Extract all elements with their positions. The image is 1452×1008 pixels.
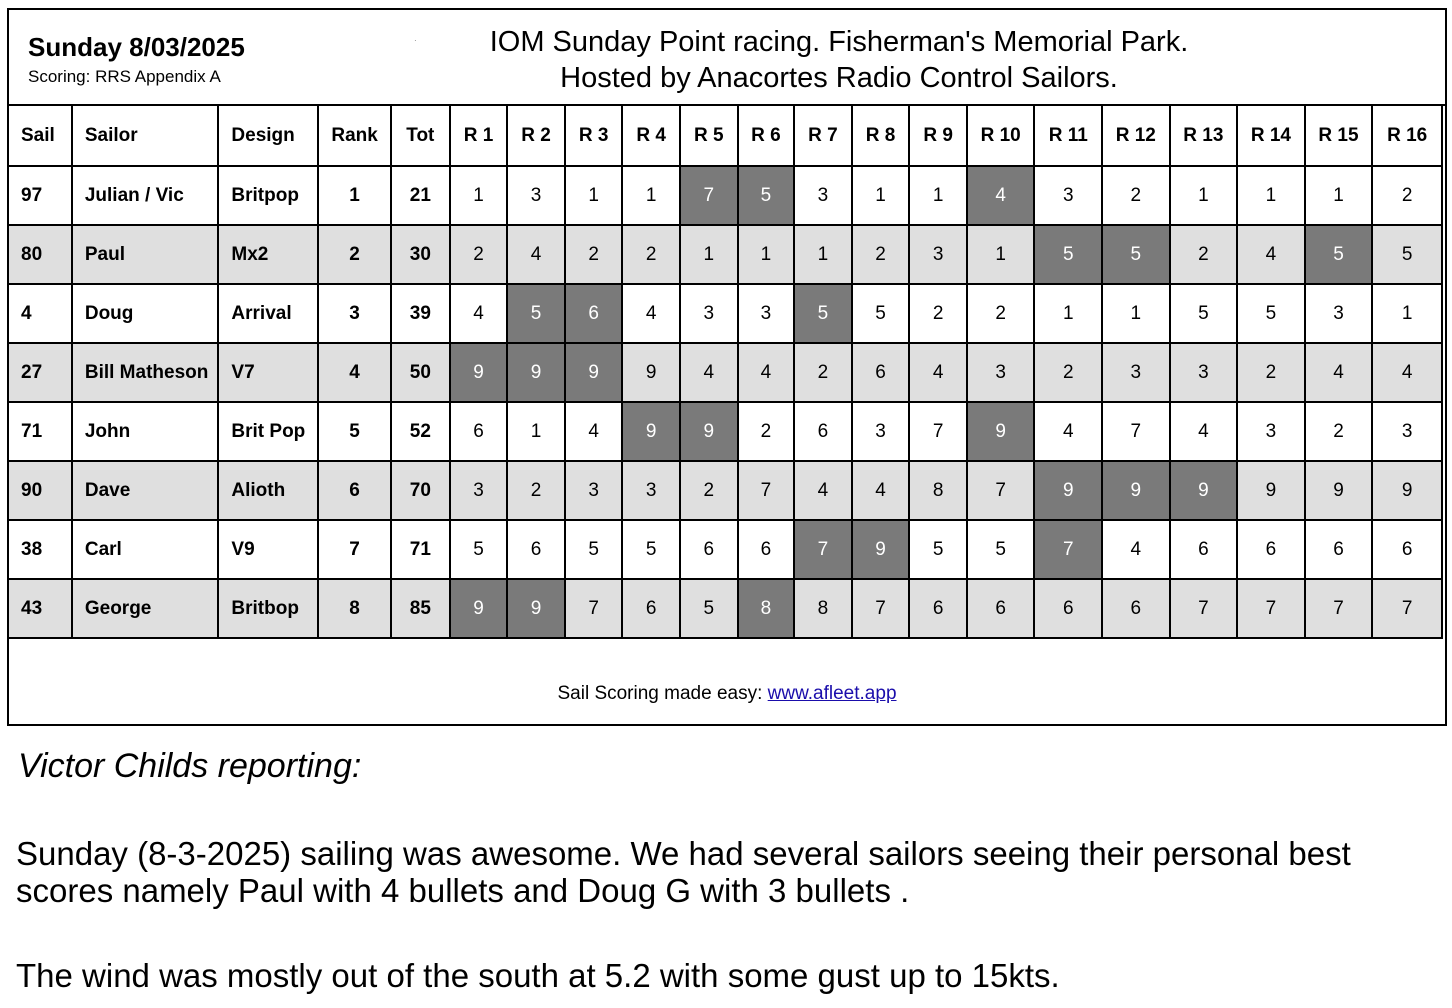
- race-score-cell: 4: [450, 284, 508, 343]
- race-score-cell: 6: [967, 579, 1035, 638]
- race-score-cell: 3: [1170, 343, 1238, 402]
- sailor-cell: Dave: [72, 461, 219, 520]
- race-score-cell: 6: [738, 520, 795, 579]
- race-score-cell: 5: [565, 520, 623, 579]
- race-score-dropped-cell: 9: [1102, 461, 1170, 520]
- race-score-cell: 2: [738, 402, 795, 461]
- footer-text: Sail Scoring made easy:: [557, 683, 768, 704]
- afleet-link[interactable]: www.afleet.app: [767, 683, 897, 704]
- race-score-cell: 1: [738, 225, 795, 284]
- column-header: Design: [218, 105, 318, 166]
- race-score-cell: 3: [450, 461, 508, 520]
- race-score-cell: 4: [1237, 225, 1305, 284]
- column-header: R 1: [450, 105, 508, 166]
- race-score-cell: 5: [450, 520, 508, 579]
- sailor-cell: Bill Matheson: [72, 343, 219, 402]
- total-cell: 21: [391, 166, 450, 225]
- rank-cell: 1: [318, 166, 391, 225]
- race-score-dropped-cell: 8: [738, 579, 795, 638]
- race-score-cell: 5: [909, 520, 967, 579]
- total-cell: 71: [391, 520, 450, 579]
- race-score-cell: 3: [1102, 343, 1170, 402]
- event-title-line1: IOM Sunday Point racing. Fisherman's Memorial Park.: [489, 26, 1189, 58]
- column-header: R 5: [680, 105, 738, 166]
- race-score-dropped-cell: 9: [852, 520, 910, 579]
- column-header: R 8: [852, 105, 910, 166]
- sailor-cell: George: [72, 579, 219, 638]
- column-header: Sail: [8, 105, 72, 166]
- header-dot: ·: [414, 36, 417, 45]
- race-score-cell: 6: [1305, 520, 1373, 579]
- race-score-cell: 1: [680, 225, 738, 284]
- race-score-cell: 3: [1305, 284, 1373, 343]
- design-cell: Britpop: [218, 166, 318, 225]
- race-score-cell: 8: [909, 461, 967, 520]
- total-cell: 85: [391, 579, 450, 638]
- race-score-cell: 6: [1102, 579, 1170, 638]
- column-header: R 16: [1372, 105, 1442, 166]
- race-score-cell: 6: [1372, 520, 1442, 579]
- sail-cell: 27: [8, 343, 72, 402]
- race-score-cell: 2: [1305, 402, 1373, 461]
- table-row: [8, 461, 1442, 520]
- design-cell: V9: [218, 520, 318, 579]
- race-score-cell: 6: [622, 579, 680, 638]
- race-score-dropped-cell: 7: [794, 520, 852, 579]
- race-score-cell: 4: [1170, 402, 1238, 461]
- race-score-dropped-cell: 5: [794, 284, 852, 343]
- table-row: [8, 520, 1442, 579]
- total-cell: 50: [391, 343, 450, 402]
- race-score-dropped-cell: 9: [565, 343, 623, 402]
- race-score-cell: 2: [1102, 166, 1170, 225]
- header-row: [8, 105, 1442, 166]
- race-score-cell: 1: [1305, 166, 1373, 225]
- race-score-dropped-cell: 9: [507, 343, 565, 402]
- sail-cell: 80: [8, 225, 72, 284]
- race-score-dropped-cell: 7: [1034, 520, 1102, 579]
- column-header: R 2: [507, 105, 565, 166]
- design-cell: Alioth: [218, 461, 318, 520]
- race-score-cell: 6: [794, 402, 852, 461]
- race-score-cell: 6: [852, 343, 910, 402]
- sailor-cell: Carl: [72, 520, 219, 579]
- footer: [9, 664, 1445, 724]
- design-cell: Brit Pop: [218, 402, 318, 461]
- race-score-cell: 7: [909, 402, 967, 461]
- rank-cell: 4: [318, 343, 391, 402]
- design-cell: Mx2: [218, 225, 318, 284]
- race-score-cell: 7: [1102, 402, 1170, 461]
- race-score-cell: 4: [794, 461, 852, 520]
- race-score-cell: 7: [1305, 579, 1373, 638]
- rank-cell: 7: [318, 520, 391, 579]
- race-score-cell: 4: [622, 284, 680, 343]
- sailor-cell: Julian / Vic: [72, 166, 219, 225]
- column-header: R 11: [1034, 105, 1102, 166]
- race-score-cell: 2: [967, 284, 1035, 343]
- race-score-cell: 4: [738, 343, 795, 402]
- race-score-cell: 1: [909, 166, 967, 225]
- column-header: R 9: [909, 105, 967, 166]
- race-score-cell: 7: [1372, 579, 1442, 638]
- race-score-cell: 1: [1372, 284, 1442, 343]
- results-frame: [7, 8, 1447, 726]
- race-score-cell: 4: [909, 343, 967, 402]
- race-score-cell: 4: [1372, 343, 1442, 402]
- race-score-cell: 3: [794, 166, 852, 225]
- table-row: [8, 343, 1442, 402]
- race-score-dropped-cell: 9: [450, 579, 508, 638]
- table-row: [8, 166, 1442, 225]
- race-score-dropped-cell: 5: [1034, 225, 1102, 284]
- race-score-cell: 8: [794, 579, 852, 638]
- race-score-cell: 1: [622, 166, 680, 225]
- report-paragraph-1-line2: scores namely Paul with 4 bullets and Doug G with 3 bullets .: [16, 872, 910, 909]
- race-score-cell: 3: [738, 284, 795, 343]
- sail-cell: 71: [8, 402, 72, 461]
- sail-cell: 4: [8, 284, 72, 343]
- race-score-cell: 2: [1372, 166, 1442, 225]
- design-cell: Britbop: [218, 579, 318, 638]
- race-score-cell: 5: [852, 284, 910, 343]
- race-score-cell: 7: [1237, 579, 1305, 638]
- race-score-cell: 3: [680, 284, 738, 343]
- race-score-cell: 2: [507, 461, 565, 520]
- race-score-dropped-cell: 9: [1170, 461, 1238, 520]
- race-score-cell: 2: [565, 225, 623, 284]
- race-score-cell: 2: [450, 225, 508, 284]
- race-score-dropped-cell: 9: [1034, 461, 1102, 520]
- report-heading: Victor Childs reporting:: [18, 747, 362, 785]
- total-cell: 39: [391, 284, 450, 343]
- race-score-dropped-cell: 4: [967, 166, 1035, 225]
- design-cell: V7: [218, 343, 318, 402]
- race-score-cell: 4: [507, 225, 565, 284]
- sail-cell: 97: [8, 166, 72, 225]
- race-score-cell: 5: [967, 520, 1035, 579]
- column-header: Rank: [318, 105, 391, 166]
- race-score-cell: 7: [1170, 579, 1238, 638]
- sail-cell: 90: [8, 461, 72, 520]
- column-header: R 10: [967, 105, 1035, 166]
- race-score-cell: 3: [622, 461, 680, 520]
- race-score-cell: 1: [1237, 166, 1305, 225]
- report-paragraph-2: The wind was mostly out of the south at 5.2 with some gust up to 15kts.: [16, 957, 1060, 994]
- race-score-cell: 2: [852, 225, 910, 284]
- race-score-cell: 3: [507, 166, 565, 225]
- race-score-cell: 4: [852, 461, 910, 520]
- sailor-cell: John: [72, 402, 219, 461]
- race-score-cell: 7: [967, 461, 1035, 520]
- race-score-cell: 1: [507, 402, 565, 461]
- race-score-dropped-cell: 9: [507, 579, 565, 638]
- race-score-dropped-cell: 5: [738, 166, 795, 225]
- race-score-dropped-cell: 5: [1102, 225, 1170, 284]
- race-score-cell: 2: [1237, 343, 1305, 402]
- race-score-cell: 6: [450, 402, 508, 461]
- design-cell: Arrival: [218, 284, 318, 343]
- race-score-cell: 6: [1170, 520, 1238, 579]
- race-score-cell: 7: [738, 461, 795, 520]
- total-cell: 52: [391, 402, 450, 461]
- race-score-cell: 1: [1102, 284, 1170, 343]
- scoring-system: Scoring: RRS Appendix A: [28, 67, 221, 86]
- rank-cell: 2: [318, 225, 391, 284]
- race-score-cell: 3: [1237, 402, 1305, 461]
- column-header: Tot: [391, 105, 450, 166]
- race-score-cell: 6: [1237, 520, 1305, 579]
- race-score-cell: 2: [1170, 225, 1238, 284]
- race-score-cell: 1: [450, 166, 508, 225]
- race-score-cell: 1: [852, 166, 910, 225]
- race-score-dropped-cell: 6: [565, 284, 623, 343]
- rank-cell: 5: [318, 402, 391, 461]
- results-table: [7, 104, 1443, 639]
- race-score-cell: 7: [852, 579, 910, 638]
- race-score-cell: 5: [1170, 284, 1238, 343]
- race-score-cell: 1: [794, 225, 852, 284]
- race-score-dropped-cell: 9: [450, 343, 508, 402]
- event-date: Sunday 8/03/2025: [28, 32, 245, 62]
- race-score-dropped-cell: 9: [680, 402, 738, 461]
- race-score-cell: 2: [622, 225, 680, 284]
- race-score-cell: 3: [967, 343, 1035, 402]
- rank-cell: 3: [318, 284, 391, 343]
- race-score-cell: 4: [680, 343, 738, 402]
- report-paragraph-1: [16, 835, 1446, 909]
- race-score-cell: 1: [1170, 166, 1238, 225]
- column-header: R 6: [738, 105, 795, 166]
- column-header: R 7: [794, 105, 852, 166]
- event-title-line2: Hosted by Anacortes Radio Control Sailors.: [560, 62, 1118, 94]
- race-score-cell: 5: [680, 579, 738, 638]
- race-score-cell: 5: [622, 520, 680, 579]
- race-score-dropped-cell: 9: [622, 402, 680, 461]
- race-score-cell: 6: [507, 520, 565, 579]
- column-header: R 14: [1237, 105, 1305, 166]
- sail-cell: 38: [8, 520, 72, 579]
- race-score-cell: 3: [852, 402, 910, 461]
- race-score-dropped-cell: 7: [680, 166, 738, 225]
- sail-cell: 43: [8, 579, 72, 638]
- sailor-cell: Paul: [72, 225, 219, 284]
- race-score-cell: 1: [565, 166, 623, 225]
- results-header: [9, 10, 1445, 106]
- race-score-cell: 9: [1237, 461, 1305, 520]
- race-score-cell: 5: [1372, 225, 1442, 284]
- rank-cell: 8: [318, 579, 391, 638]
- race-score-cell: 9: [1372, 461, 1442, 520]
- race-score-cell: 4: [1305, 343, 1373, 402]
- race-score-cell: 1: [1034, 284, 1102, 343]
- race-score-cell: 2: [794, 343, 852, 402]
- race-score-cell: 3: [1372, 402, 1442, 461]
- race-score-cell: 7: [565, 579, 623, 638]
- race-score-cell: 6: [909, 579, 967, 638]
- race-score-dropped-cell: 9: [967, 402, 1035, 461]
- race-score-cell: 1: [967, 225, 1035, 284]
- table-row: [8, 579, 1442, 638]
- event-title: [429, 24, 1249, 96]
- report-paragraph-1-line1: Sunday (8-3-2025) sailing was awesome. We had several sailors seeing their personal best: [16, 835, 1351, 872]
- rank-cell: 6: [318, 461, 391, 520]
- race-score-dropped-cell: 5: [1305, 225, 1373, 284]
- race-score-cell: 3: [565, 461, 623, 520]
- total-cell: 70: [391, 461, 450, 520]
- race-score-cell: 2: [1034, 343, 1102, 402]
- race-score-cell: 6: [1034, 579, 1102, 638]
- race-score-cell: 2: [680, 461, 738, 520]
- race-score-cell: 4: [1102, 520, 1170, 579]
- race-score-cell: 5: [1237, 284, 1305, 343]
- column-header: R 4: [622, 105, 680, 166]
- race-score-dropped-cell: 5: [507, 284, 565, 343]
- race-score-cell: 2: [909, 284, 967, 343]
- total-cell: 30: [391, 225, 450, 284]
- column-header: R 15: [1305, 105, 1373, 166]
- race-score-cell: 3: [1034, 166, 1102, 225]
- race-score-cell: 3: [909, 225, 967, 284]
- table-row: [8, 284, 1442, 343]
- race-score-cell: 4: [565, 402, 623, 461]
- race-score-cell: 9: [622, 343, 680, 402]
- column-header: R 12: [1102, 105, 1170, 166]
- race-score-cell: 4: [1034, 402, 1102, 461]
- sailor-cell: Doug: [72, 284, 219, 343]
- table-row: [8, 402, 1442, 461]
- column-header: Sailor: [72, 105, 219, 166]
- column-header: R 3: [565, 105, 623, 166]
- race-score-cell: 6: [680, 520, 738, 579]
- table-row: [8, 225, 1442, 284]
- race-score-cell: 9: [1305, 461, 1373, 520]
- column-header: R 13: [1170, 105, 1238, 166]
